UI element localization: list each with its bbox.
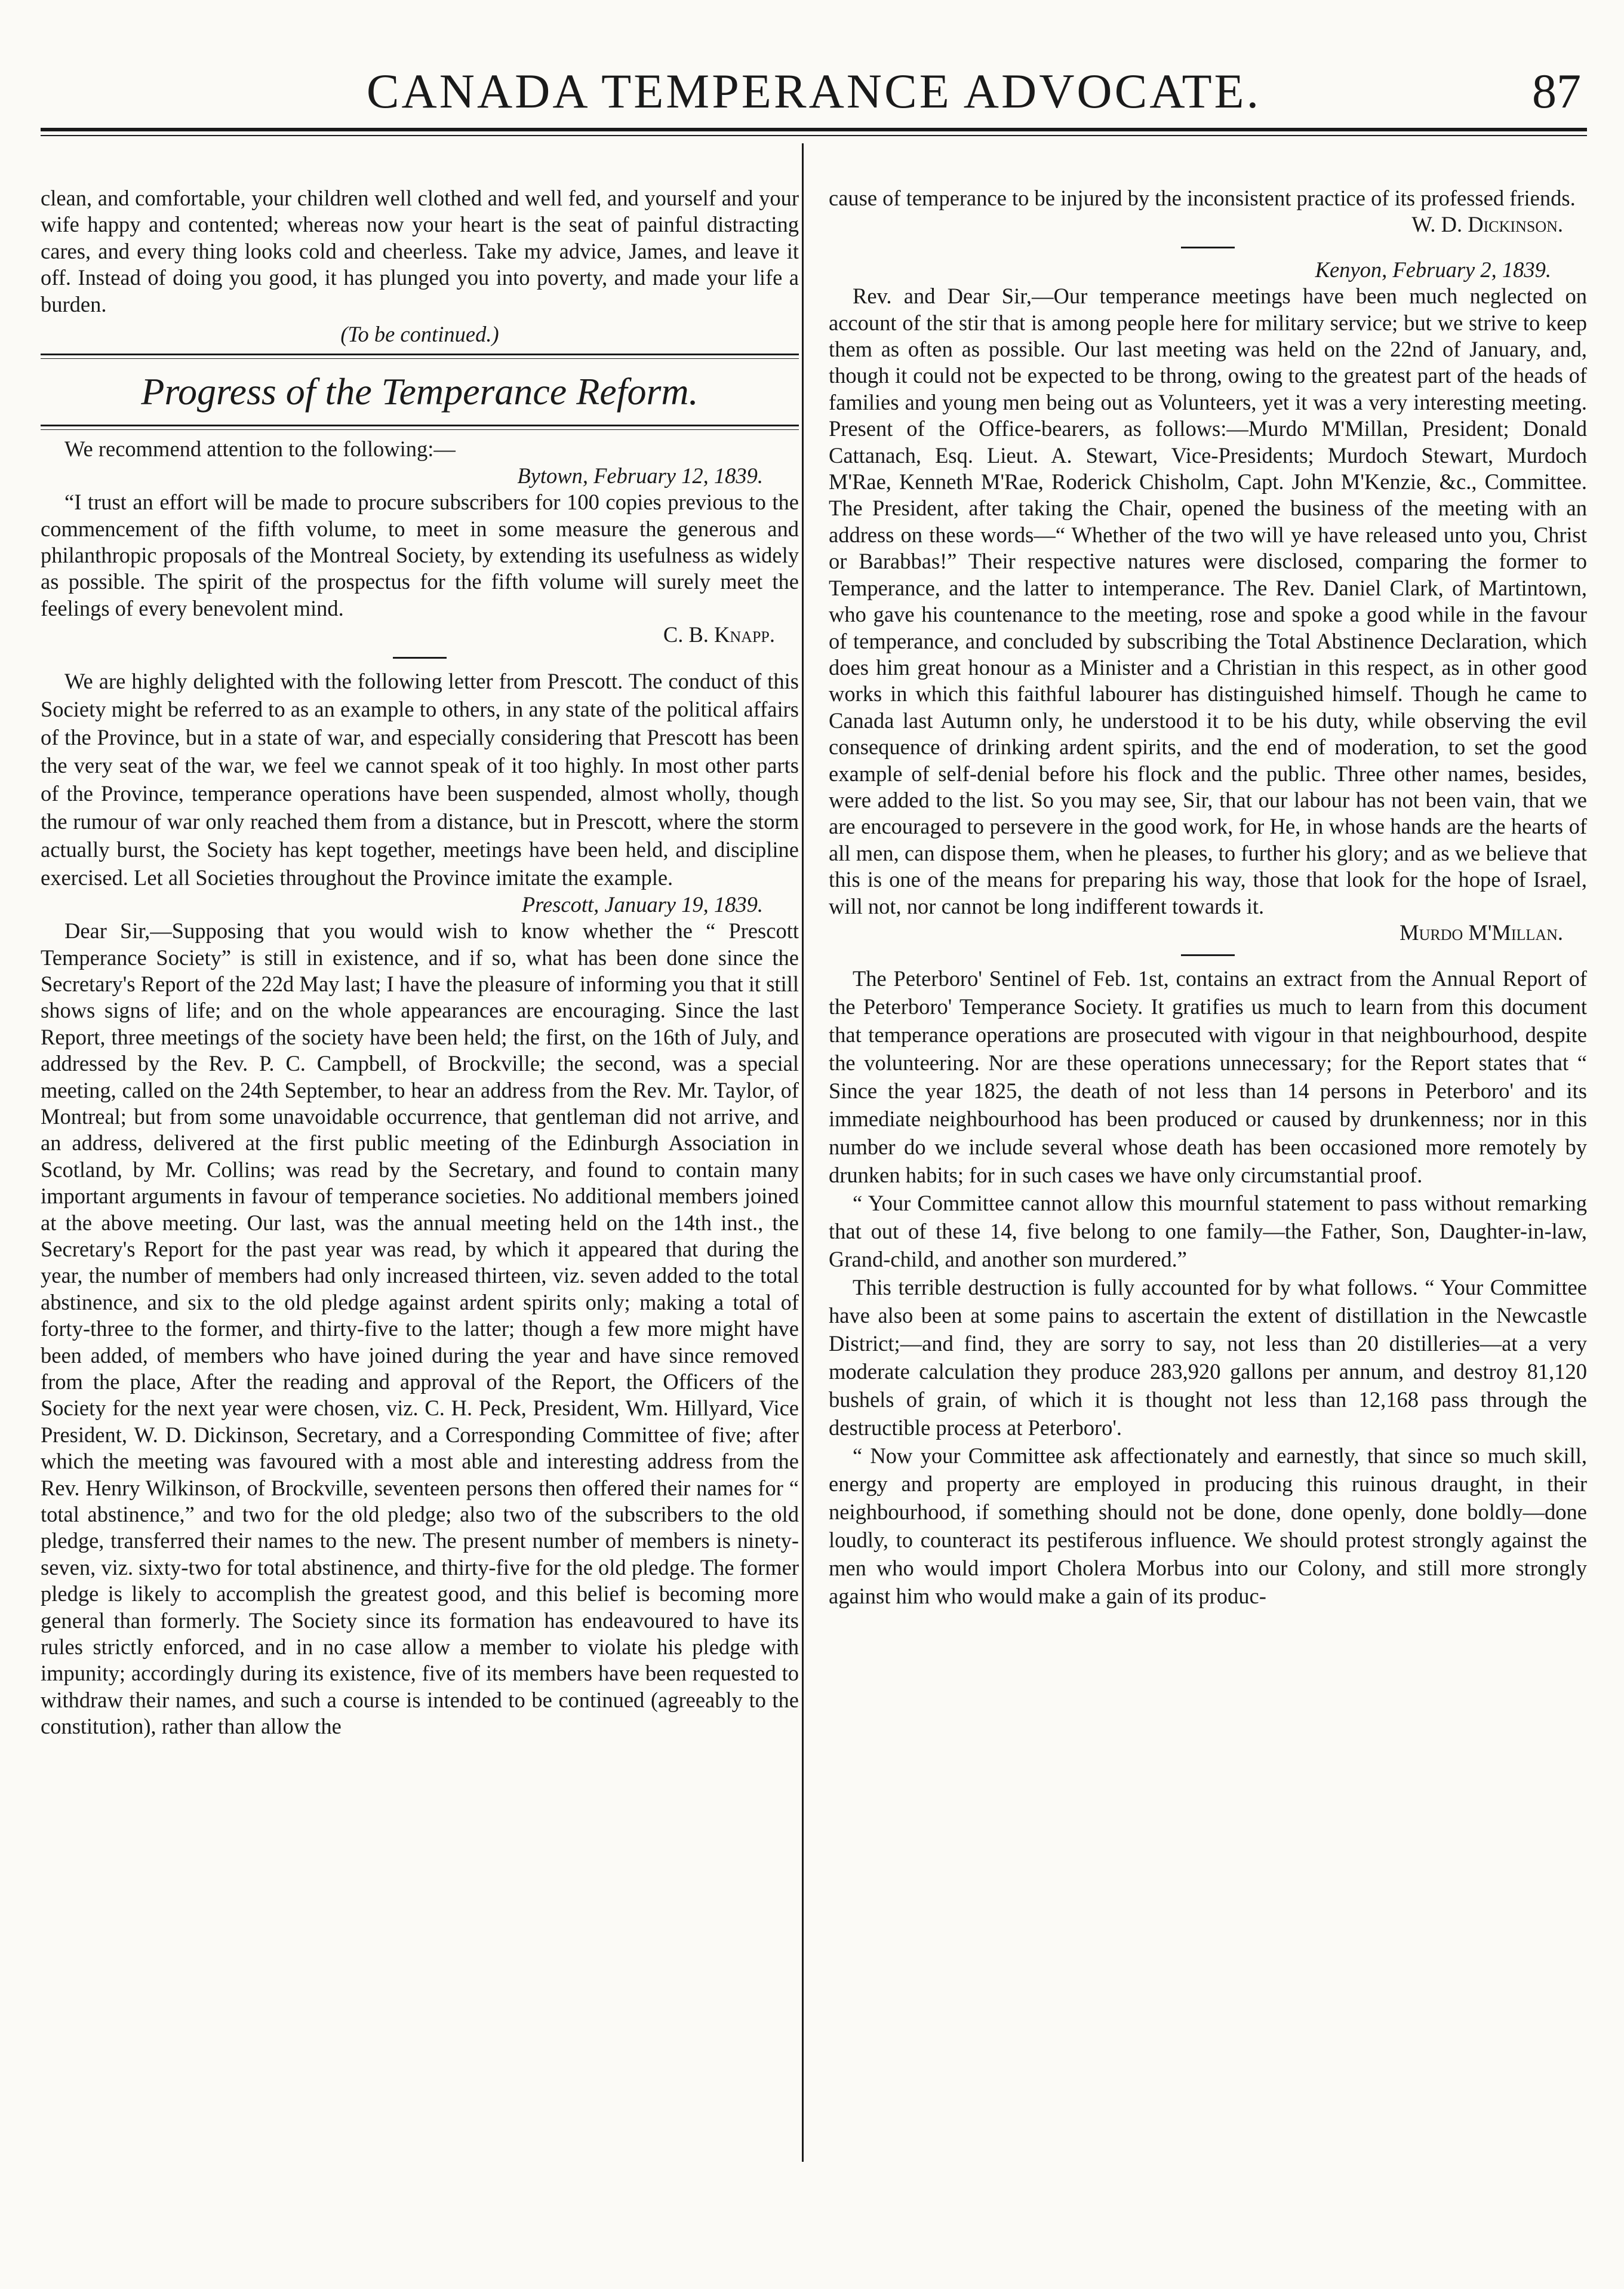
to-be-continued: (To be continued.) [340, 322, 499, 347]
committee-quote-1: “ Your Committee cannot allow this mournful statement to pass without remarking that out of these 14, five belong to one family—the Father, Son, Daughter-in-law, Grand-child, and another son murdered.” [829, 1191, 1587, 1272]
right-column [829, 185, 1587, 1610]
dateline-bytown: Bytown, February 12, 1839. [517, 463, 763, 488]
committee-quote-3: “ Now your Committee ask affectionately and earnestly, that since so much skill, energy and property are employed in producing this ruinous draught, in their neighbourhood, if something should not be done, done openly, done boldly—done loudly, to counteract its pestiferous influence. We should protest strongly against the men who would import Cholera Morbus into our Colony, and still more strongly against him who would make a gain of its produc- [829, 1443, 1587, 1609]
story-continuation: clean, and comfortable, your children well clothed and well fed, and yourself and your wife happy and contented; whereas now your heart is the seat of painful distracting cares, and every thing looks cold and cheerless. Take my advice, James, and leave it off. Instead of doing you good, it has plunged you into poverty, and made your life a burden. [41, 186, 799, 317]
committee-quote-2: This terrible destruction is fully accounted for by what follows. “ Your Committee have also been at some pains to ascertain the extent of distillation in the Newcastle District;—and find, they are sorry to say, not less than 20 distilleries—at a very moderate calculation they produce 283,920 gallons per annum, and destroy 81,120 bushels of grain, of which it is thought not less than 12,168 pass through the destructible process at Peterboro'. [829, 1275, 1587, 1440]
signature-mmillan: Murdo M'Millan. [1400, 920, 1563, 945]
dateline-kenyon: Kenyon, February 2, 1839. [1315, 257, 1551, 282]
recommend-text: We recommend attention to the following:— [64, 437, 456, 462]
signature-knapp: C. B. Knapp. [663, 622, 775, 647]
header-rule-thin [41, 135, 1587, 136]
section-rule-top [41, 354, 799, 359]
page-number: 87 [1532, 64, 1581, 118]
column-divider [802, 143, 804, 2162]
divider-rule-3 [1181, 954, 1235, 956]
signature-dickinson: W. D. Dickinson. [1411, 212, 1563, 237]
page-title: CANADA TEMPERANCE ADVOCATE. [366, 64, 1262, 118]
section-rule-bottom [41, 425, 799, 430]
prescott-letter: Dear Sir,—Supposing that you would wish to know whether the “ Prescott Temperance Society” is still in existence, and if so, what has been done since the Secretary's Report of the 22d May last; I have the pleasure of informing you that it still shows signs of life; and on the whole appearances are encouraging. Since the last Report, three meetings of the society have been held; the first, on the 16th of July, and addressed by the Rev. P. C. Campbell, of Brockville; the second, was a special meeting, called on the 24th September, to hear an address from the Rev. Mr. Taylor, of Montreal; but from some unavoidable occurrence, that gentleman did not arrive, and an address, delivered at the first public meeting of the Edinburgh Association in Scotland, by Mr. Collins; was read by the Secretary, and found to contain many important arguments in favour of temperance societies. No additional members joined at the above meeting. Our last, was the annual meeting held on the 14th inst., the Secretary's Report for the past year was read, by which it appeared that during the year, the number of members had only increased thirteen, viz. seven added to the total abstinence, and six to the old pledge against ardent spirits only; making a total of forty-three to the former, and thirty-five to the latter; though a few more might have been added, of members who have joined during the year and have since removed from the place, After the reading and approval of the Report, the Officers of the Society for the next year were chosen, viz. C. H. Peck, President, Wm. Hillyard, Vice President, W. D. Dickinson, Secretary, and a Corresponding Committee of five; after which the meeting was favoured with a most able and interesting address from the Rev. Henry Wilkinson, of Brockville, seventeen persons then offered their names for “ total abstinence,” and two for the old pledge; also two of the subscribers to the old pledge, transferred their names to the new. The present number of members is ninety-seven, viz. sixty-two for total abstinence, and thirty-five for the old pledge. The former pledge is likely to accomplish the greatest good, and this belief is becoming more general than formerly. The Society since its formation has endeavoured to have its rules strictly enforced, and in no case allow a member to violate his pledge with impunity; accordingly during its existence, five of its members have been requested to withdraw their names, and such a course is intended to be continued (agreeably to the constitution), rather than allow the [41, 918, 799, 1739]
dateline-prescott: Prescott, January 19, 1839. [521, 892, 763, 917]
peterboro-intro: The Peterboro' Sentinel of Feb. 1st, contains an extract from the Annual Report of the Peterboro' Temperance Society. It gratifies us much to learn from this document that temperance operations are prosecuted with vigour in that neighbourhood, despite the volunteering. Nor are these operations unnecessary; for the Report states that “ Since the year 1825, the death of not less than 14 persons in Peterboro' and its immediate neighbourhood has been produced or caused by drunkenness; nor in this number do we include several whose death has been occasioned more remotely by drunken habits; for in such cases we have only circumstantial proof. [829, 966, 1587, 1188]
left-column [41, 185, 799, 1740]
section-title: Progress of the Temperance Reform. [141, 370, 699, 413]
header-rule [41, 128, 1587, 131]
divider-rule-2 [1181, 247, 1235, 248]
page-header [41, 59, 1587, 124]
divider-rule [393, 657, 447, 659]
prescott-intro: We are highly delighted with the following letter from Prescott. The conduct of this Society might be referred to as an example to others, in any state of the political affairs of the Province, but in a state of war, and especially considering that Prescott has been the very seat of the war, we feel we cannot speak of it too highly. In most other parts of the Province, temperance operations have been suspended, almost wholly, though the rumour of war only reached them from a distance, but in Prescott, where the storm actually burst, the Society has kept together, meetings have been held, and discipline exercised. Let all Societies throughout the Province imitate the example. [41, 668, 799, 890]
kenyon-letter: Rev. and Dear Sir,—Our temperance meetings have been much neglected on account of the stir that is among people here for military service; but we strive to keep them as often as possible. Our last meeting was held on the 22nd of January, and, though it could not be expected to be throng, owing to the greatest part of the heads of families and young men being out as Volunteers, yet it was a very interesting meeting. Present of the Office-bearers, as follows:—Murdo M'Millan, President; Donald Cattanach, Esq. Lieut. A. Stewart, Vice-Presidents; Murdoch Stewart, Murdoch M'Rae, Kenneth M'Rae, Roderick Chisholm, Capt. John M'Kenzie, &c., Committee. The President, after taking the Chair, opened the business of the meeting with an address on these words—“ Whether of the two will ye have released unto you, Christ or Barabbas!” Their respective natures were disclosed, comparing the former to Temperance, and the latter to intemperance. The Rev. Daniel Clark, of Martintown, who gave his countenance to the meeting, rose and spoke a good while in the favour of temperance, and concluded by subscribing the Total Abstinence Declaration, which does him great honour as a Minister and a Christian in this respect, as in other good works in which this faithful labourer has distinguished himself. Though he came to Canada last Autumn only, he understood it to be his duty, while observing the evil consequence of drinking ardent spirits, and the end of moderation, to set the good example of self-denial before his flock and the public. Three other names, besides, were added to the list. So you may see, Sir, that our labour has not been vain, that we are encouraged to persevere in the good work, for He, in whose hands are the hearts of all men, can dispose them, when he pleases, to further his glory; and as we believe that this is one of the means for preparing his way, those that look for the hope of Israel, will not, nor cannot be long indifferent towards it. [829, 284, 1587, 918]
prescott-letter-end: cause of temperance to be injured by the inconsistent practice of its professed friends. [829, 186, 1576, 210]
knapp-letter: “I trust an effort will be made to procure subscribers for 100 copies previous to the commencement of the fifth volume, to meet in some measure the generous and philanthropic proposals of the Montreal Society, by extending its usefulness as widely as possible. The spirit of the prospectus for the fifth volume will surely meet the feelings of every benevolent mind. [41, 490, 799, 620]
